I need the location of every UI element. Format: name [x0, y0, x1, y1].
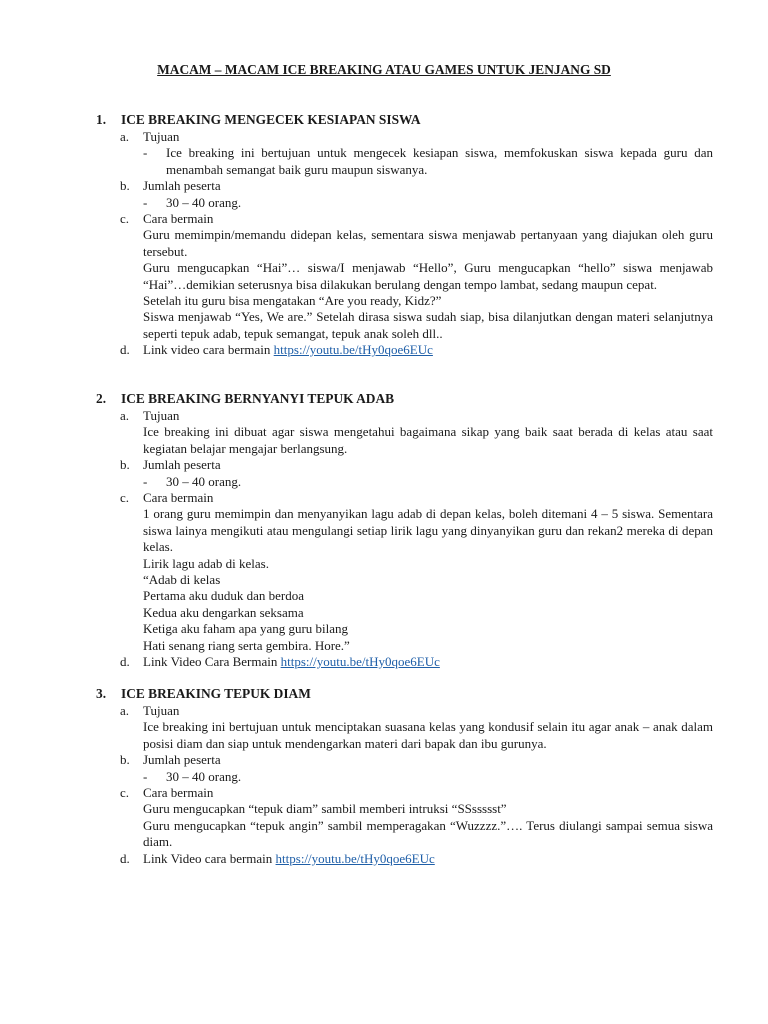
lyric-line: Ketiga aku faham apa yang guru bilang [143, 621, 349, 637]
section-number: 2. [96, 391, 107, 406]
dash-item: - Ice breaking ini bertujuan untuk mengecek kesiapan siswa, memfokuskan siswa kepada guru dan menambah semangat baik guru maupun siswanya. [143, 145, 713, 177]
item-letter: b. [120, 178, 130, 194]
item-label: Tujuan [143, 703, 180, 718]
item-label: Cara bermain [143, 490, 214, 505]
peserta-text: 30 – 40 orang. [166, 473, 242, 489]
dash-item: - 30 – 40 orang. [143, 194, 242, 210]
lyric-line: Pertama aku duduk dan berdoa [143, 588, 305, 604]
item-label: Link video cara bermain [143, 342, 271, 358]
item-letter: a. [120, 129, 130, 144]
item-letter: b. [120, 457, 130, 473]
item-jumlah-peserta [96, 752, 713, 785]
dash-item: - 30 – 40 orang. [143, 473, 242, 489]
tujuan-text: Ice breaking ini bertujuan untuk mengecek kesiapan siswa, memfokuskan siswa kepada guru dan menambah semangat baik guru maupun siswanya. [166, 145, 713, 177]
section-2 [96, 391, 713, 670]
item-label: Cara bermain [143, 211, 214, 226]
item-cara-bermain [96, 211, 713, 342]
lyric-line: Lirik lagu adab di kelas. [143, 555, 269, 571]
lyric-line: “Adab di kelas [143, 572, 221, 588]
document-title: MACAM – MACAM ICE BREAKING ATAU GAMES UNTUK JENJANG SD [157, 62, 611, 77]
item-letter: d. [120, 850, 130, 866]
item-label: Jumlah peserta [143, 178, 221, 194]
item-tujuan [96, 703, 713, 752]
video-link[interactable]: https://youtu.be/tHy0qoe6EUc [275, 850, 435, 866]
cara-paragraph: 1 orang guru memimpin dan menyanyikan lagu adab di depan kelas, boleh ditemani 4 – 5 siswa. Sementara siswa lainya mengikuti atau mengulangi setiap lirik lagu yang dinyanyikan guru dan rekan2 mereka di depan kelas. [143, 506, 713, 555]
item-tujuan [96, 408, 713, 457]
cara-paragraph: Guru mengucapkan “tepuk angin” sambil memperagakan “Wuzzzz.”…. Terus diulangi sampai semua siswa diam. [143, 817, 713, 850]
tujuan-text: Ice breaking ini dibuat agar siswa mengetahui bagaimana sikap yang baik saat berada di kelas atau saat kegiatan belajar mengajar berlangsung. [143, 424, 713, 456]
item-label: Link Video Cara Bermain [143, 654, 278, 670]
section-heading [96, 391, 713, 408]
item-link [96, 851, 713, 867]
cara-paragraph: Guru mengucapkan “tepuk diam” sambil memberi intruksi “SSssssst” [143, 801, 507, 817]
section-1 [96, 112, 713, 359]
item-cara-bermain [96, 785, 713, 851]
item-tujuan [96, 129, 713, 178]
cara-paragraph: Guru memimpin/memandu didepan kelas, sementara siswa menjawab pertanyaan yang diajukan oleh guru tersebut. [143, 227, 713, 259]
item-label: Tujuan [143, 408, 180, 423]
section-heading [96, 686, 713, 703]
item-jumlah-peserta [96, 457, 713, 490]
item-letter: c. [120, 785, 130, 800]
item-jumlah-peserta [96, 178, 713, 211]
item-letter: a. [120, 408, 130, 423]
item-link [96, 654, 713, 670]
item-letter: d. [120, 342, 130, 358]
section-heading [96, 112, 713, 129]
dash-item: - 30 – 40 orang. [143, 768, 242, 784]
item-letter: c. [120, 490, 130, 505]
item-label: Tujuan [143, 129, 180, 144]
section-title: ICE BREAKING BERNYANYI TEPUK ADAB [121, 391, 395, 406]
section-title: ICE BREAKING MENGECEK KESIAPAN SISWA [121, 112, 421, 127]
tujuan-text: Ice breaking ini bertujuan untuk menciptakan suasana kelas yang kondusif selain itu agar anak – anak dalam posisi diam dan siap untuk mendengarkan materi dari bapak dan ibu gurunya. [143, 719, 713, 751]
video-link[interactable]: https://youtu.be/tHy0qoe6EUc [280, 654, 440, 670]
section-number: 1. [96, 112, 107, 127]
item-letter: d. [120, 654, 130, 670]
peserta-text: 30 – 40 orang. [166, 768, 242, 784]
item-label: Cara bermain [143, 785, 214, 800]
item-letter: c. [120, 211, 130, 226]
section-number: 3. [96, 686, 107, 701]
cara-paragraph: Setelah itu guru bisa mengatakan “Are you ready, Kidz?” [143, 293, 442, 309]
lyric-line: Hati senang riang serta gembira. Hore.” [143, 637, 350, 653]
peserta-text: 30 – 40 orang. [166, 194, 242, 210]
item-letter: b. [120, 752, 130, 768]
section-3 [96, 686, 713, 867]
item-label: Link Video cara bermain [143, 850, 273, 866]
item-letter: a. [120, 703, 130, 718]
item-link [96, 342, 713, 358]
cara-paragraph: Guru mengucapkan “Hai”… siswa/I menjawab “Hello”, Guru mengucapkan “hello” siswa menjawab “Hai”…demikian seterusnya bisa dilakukan berulang dengan tempo lambat, sedang maupun cepat. [143, 260, 713, 292]
video-link[interactable]: https://youtu.be/tHy0qoe6EUc [273, 342, 433, 358]
item-label: Jumlah peserta [143, 457, 221, 473]
cara-paragraph: Siswa menjawab “Yes, We are.” Setelah dirasa siswa sudah siap, bisa dilanjutkan dengan materi selanjutnya seperti tepuk adab, tepuk semangat, tepuk anak soleh dll.. [143, 309, 713, 341]
lyric-line: Kedua aku dengarkan seksama [143, 604, 304, 620]
item-cara-bermain [96, 490, 713, 654]
item-label: Jumlah peserta [143, 752, 221, 768]
section-title: ICE BREAKING TEPUK DIAM [121, 686, 311, 701]
